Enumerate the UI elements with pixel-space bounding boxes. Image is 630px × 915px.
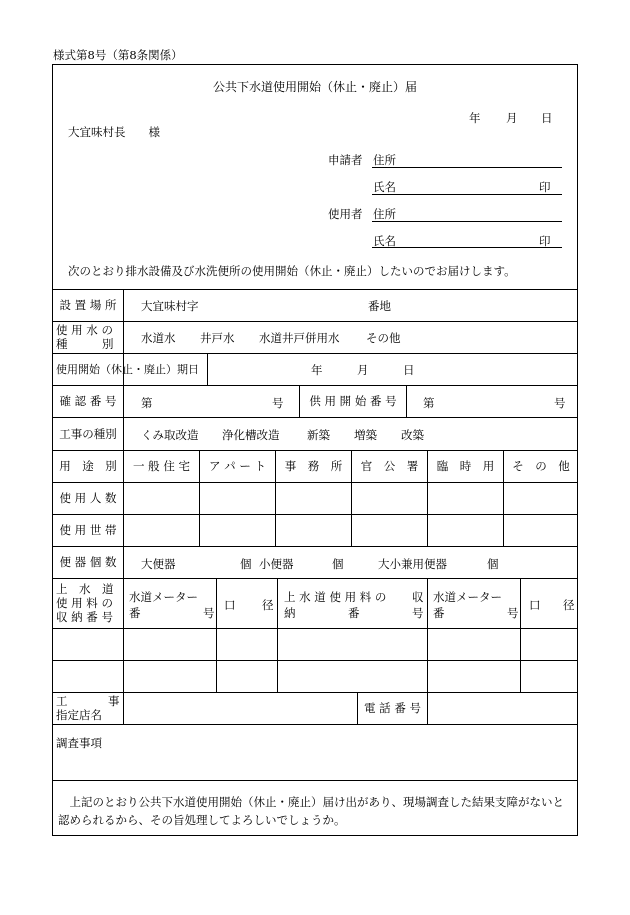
confirm-label: 確 認 番 号 bbox=[59, 394, 117, 408]
fee-label-2: 使 用 料 の bbox=[56, 596, 113, 610]
user-address-line[interactable] bbox=[372, 221, 562, 222]
water-type-label-1: 使 用 水 の bbox=[56, 323, 113, 337]
water-type-label-2: 種 別 bbox=[56, 337, 114, 351]
work-option-extension[interactable]: 増築 bbox=[354, 428, 377, 442]
receipt-header-2c: 号 bbox=[412, 606, 424, 620]
intro-text: 次のとおり排水設備及び水洗便所の使用開始（休止・廃止）したいのでお届けします。 bbox=[68, 264, 516, 278]
toilet-large-unit: 個 bbox=[240, 557, 252, 571]
confirm-prefix: 第 bbox=[141, 396, 153, 410]
applicant-name-line[interactable] bbox=[372, 194, 562, 195]
receipt-header-2a: 納 bbox=[284, 606, 296, 620]
contractor-label-1a: 工 bbox=[56, 694, 68, 708]
contractor-label-1b: 事 bbox=[108, 694, 120, 708]
phone-label: 電 話 番 号 bbox=[364, 701, 421, 715]
meter-number-header2-ban: 番 bbox=[433, 606, 445, 620]
bore-header2-b: 径 bbox=[563, 598, 575, 612]
start-date-year: 年 bbox=[311, 363, 323, 377]
user-seal: 印 bbox=[539, 234, 551, 248]
user-address-label: 住所 bbox=[373, 207, 396, 221]
toilet-dual: 大小兼用便器 bbox=[378, 557, 447, 571]
water-option-well[interactable]: 井戸水 bbox=[200, 331, 235, 345]
fee-label-1: 上 水 道 bbox=[56, 582, 114, 596]
meter-number-header-ban: 番 bbox=[129, 606, 141, 620]
receipt-header-1: 上 水 道 使 用 料 の bbox=[284, 590, 387, 604]
water-option-combined[interactable]: 水道井戸併用水 bbox=[259, 331, 340, 345]
date-day: 日 bbox=[541, 111, 553, 125]
meter-number-header-1: 水道メーター bbox=[129, 590, 198, 604]
meter-number-header-go: 号 bbox=[203, 606, 215, 620]
bore-header-a: 口 bbox=[224, 598, 236, 612]
toilet-small-unit: 個 bbox=[332, 557, 344, 571]
user-name-label: 氏名 bbox=[373, 234, 396, 248]
bore-header-b: 径 bbox=[262, 598, 274, 612]
usage-house: 一 般 住 宅 bbox=[133, 459, 190, 473]
toilet-dual-unit: 個 bbox=[487, 557, 499, 571]
fee-label-3: 収 納 番 号 bbox=[56, 610, 113, 624]
usage-temporary: 臨 時 用 bbox=[436, 459, 495, 473]
bore-header2-a: 口 bbox=[529, 598, 541, 612]
confirm-suffix: 号 bbox=[272, 396, 284, 410]
date-year: 年 bbox=[469, 111, 481, 125]
toilet-large: 大便器 bbox=[141, 557, 176, 571]
location-village: 大宜味村字 bbox=[141, 299, 199, 313]
applicant-label: 申請者 bbox=[328, 153, 363, 167]
applicant-address-label: 住所 bbox=[373, 153, 396, 167]
usage-government: 官 公 署 bbox=[360, 459, 419, 473]
usage-label: 用 途 別 bbox=[59, 459, 117, 473]
persons-label: 使 用 人 数 bbox=[59, 491, 117, 505]
form-title: 公共下水道使用開始（休止・廃止）届 bbox=[212, 80, 417, 94]
form-number: 様式第8号（第8条関係） bbox=[53, 48, 183, 62]
toilet-count-label: 便 器 個 数 bbox=[59, 555, 117, 569]
location-lot: 番地 bbox=[368, 299, 391, 313]
usage-apartment: ア パ ー ト bbox=[209, 459, 266, 473]
service-start-label: 供 用 開 始 番 号 bbox=[309, 394, 397, 408]
applicant-name-label: 氏名 bbox=[373, 180, 396, 194]
service-suffix: 号 bbox=[554, 396, 566, 410]
service-prefix: 第 bbox=[423, 396, 435, 410]
location-label: 設 置 場 所 bbox=[59, 298, 117, 312]
date-month: 月 bbox=[506, 111, 518, 125]
receipt-header-2b: 番 bbox=[348, 606, 360, 620]
work-option-renovation[interactable]: 改築 bbox=[401, 428, 424, 442]
toilet-small: 小便器 bbox=[259, 557, 294, 571]
water-option-other[interactable]: その他 bbox=[366, 331, 401, 345]
applicant-address-line[interactable] bbox=[372, 167, 562, 168]
usage-office: 事 務 所 bbox=[284, 459, 343, 473]
receipt-header-1b: 収 bbox=[412, 590, 424, 604]
location-input[interactable] bbox=[230, 292, 360, 318]
work-type-label: 工事の種別 bbox=[59, 426, 117, 441]
contractor-label-2: 指定店名 bbox=[56, 708, 102, 722]
start-date-month: 月 bbox=[357, 363, 369, 377]
investigation-label: 調査事項 bbox=[56, 736, 102, 750]
applicant-seal: 印 bbox=[539, 180, 551, 194]
water-option-tap[interactable]: 水道水 bbox=[141, 331, 176, 345]
addressee: 大宜味村長 様 bbox=[68, 125, 160, 139]
meter-number-header2-go: 号 bbox=[507, 606, 519, 620]
start-date-day: 日 bbox=[403, 363, 415, 377]
work-option-kumitori[interactable]: くみ取改造 bbox=[141, 428, 199, 442]
households-label: 使 用 世 帯 bbox=[59, 523, 117, 537]
work-option-new[interactable]: 新築 bbox=[307, 428, 330, 442]
user-name-line[interactable] bbox=[372, 247, 562, 248]
conclusion-text: 上記のとおり公共下水道使用開始（休止・廃止）届け出があり、現場調査した結果支障がないと認められるから、その旨処理してよろしいでしょうか。 bbox=[58, 795, 564, 827]
meter-number-header2-1: 水道メーター bbox=[433, 590, 502, 604]
user-label: 使用者 bbox=[328, 207, 363, 221]
start-date-label: 使用開始（休止・廃止）期日 bbox=[56, 363, 199, 376]
work-option-septic[interactable]: 浄化槽改造 bbox=[222, 428, 280, 442]
usage-other: そ の 他 bbox=[512, 459, 570, 473]
